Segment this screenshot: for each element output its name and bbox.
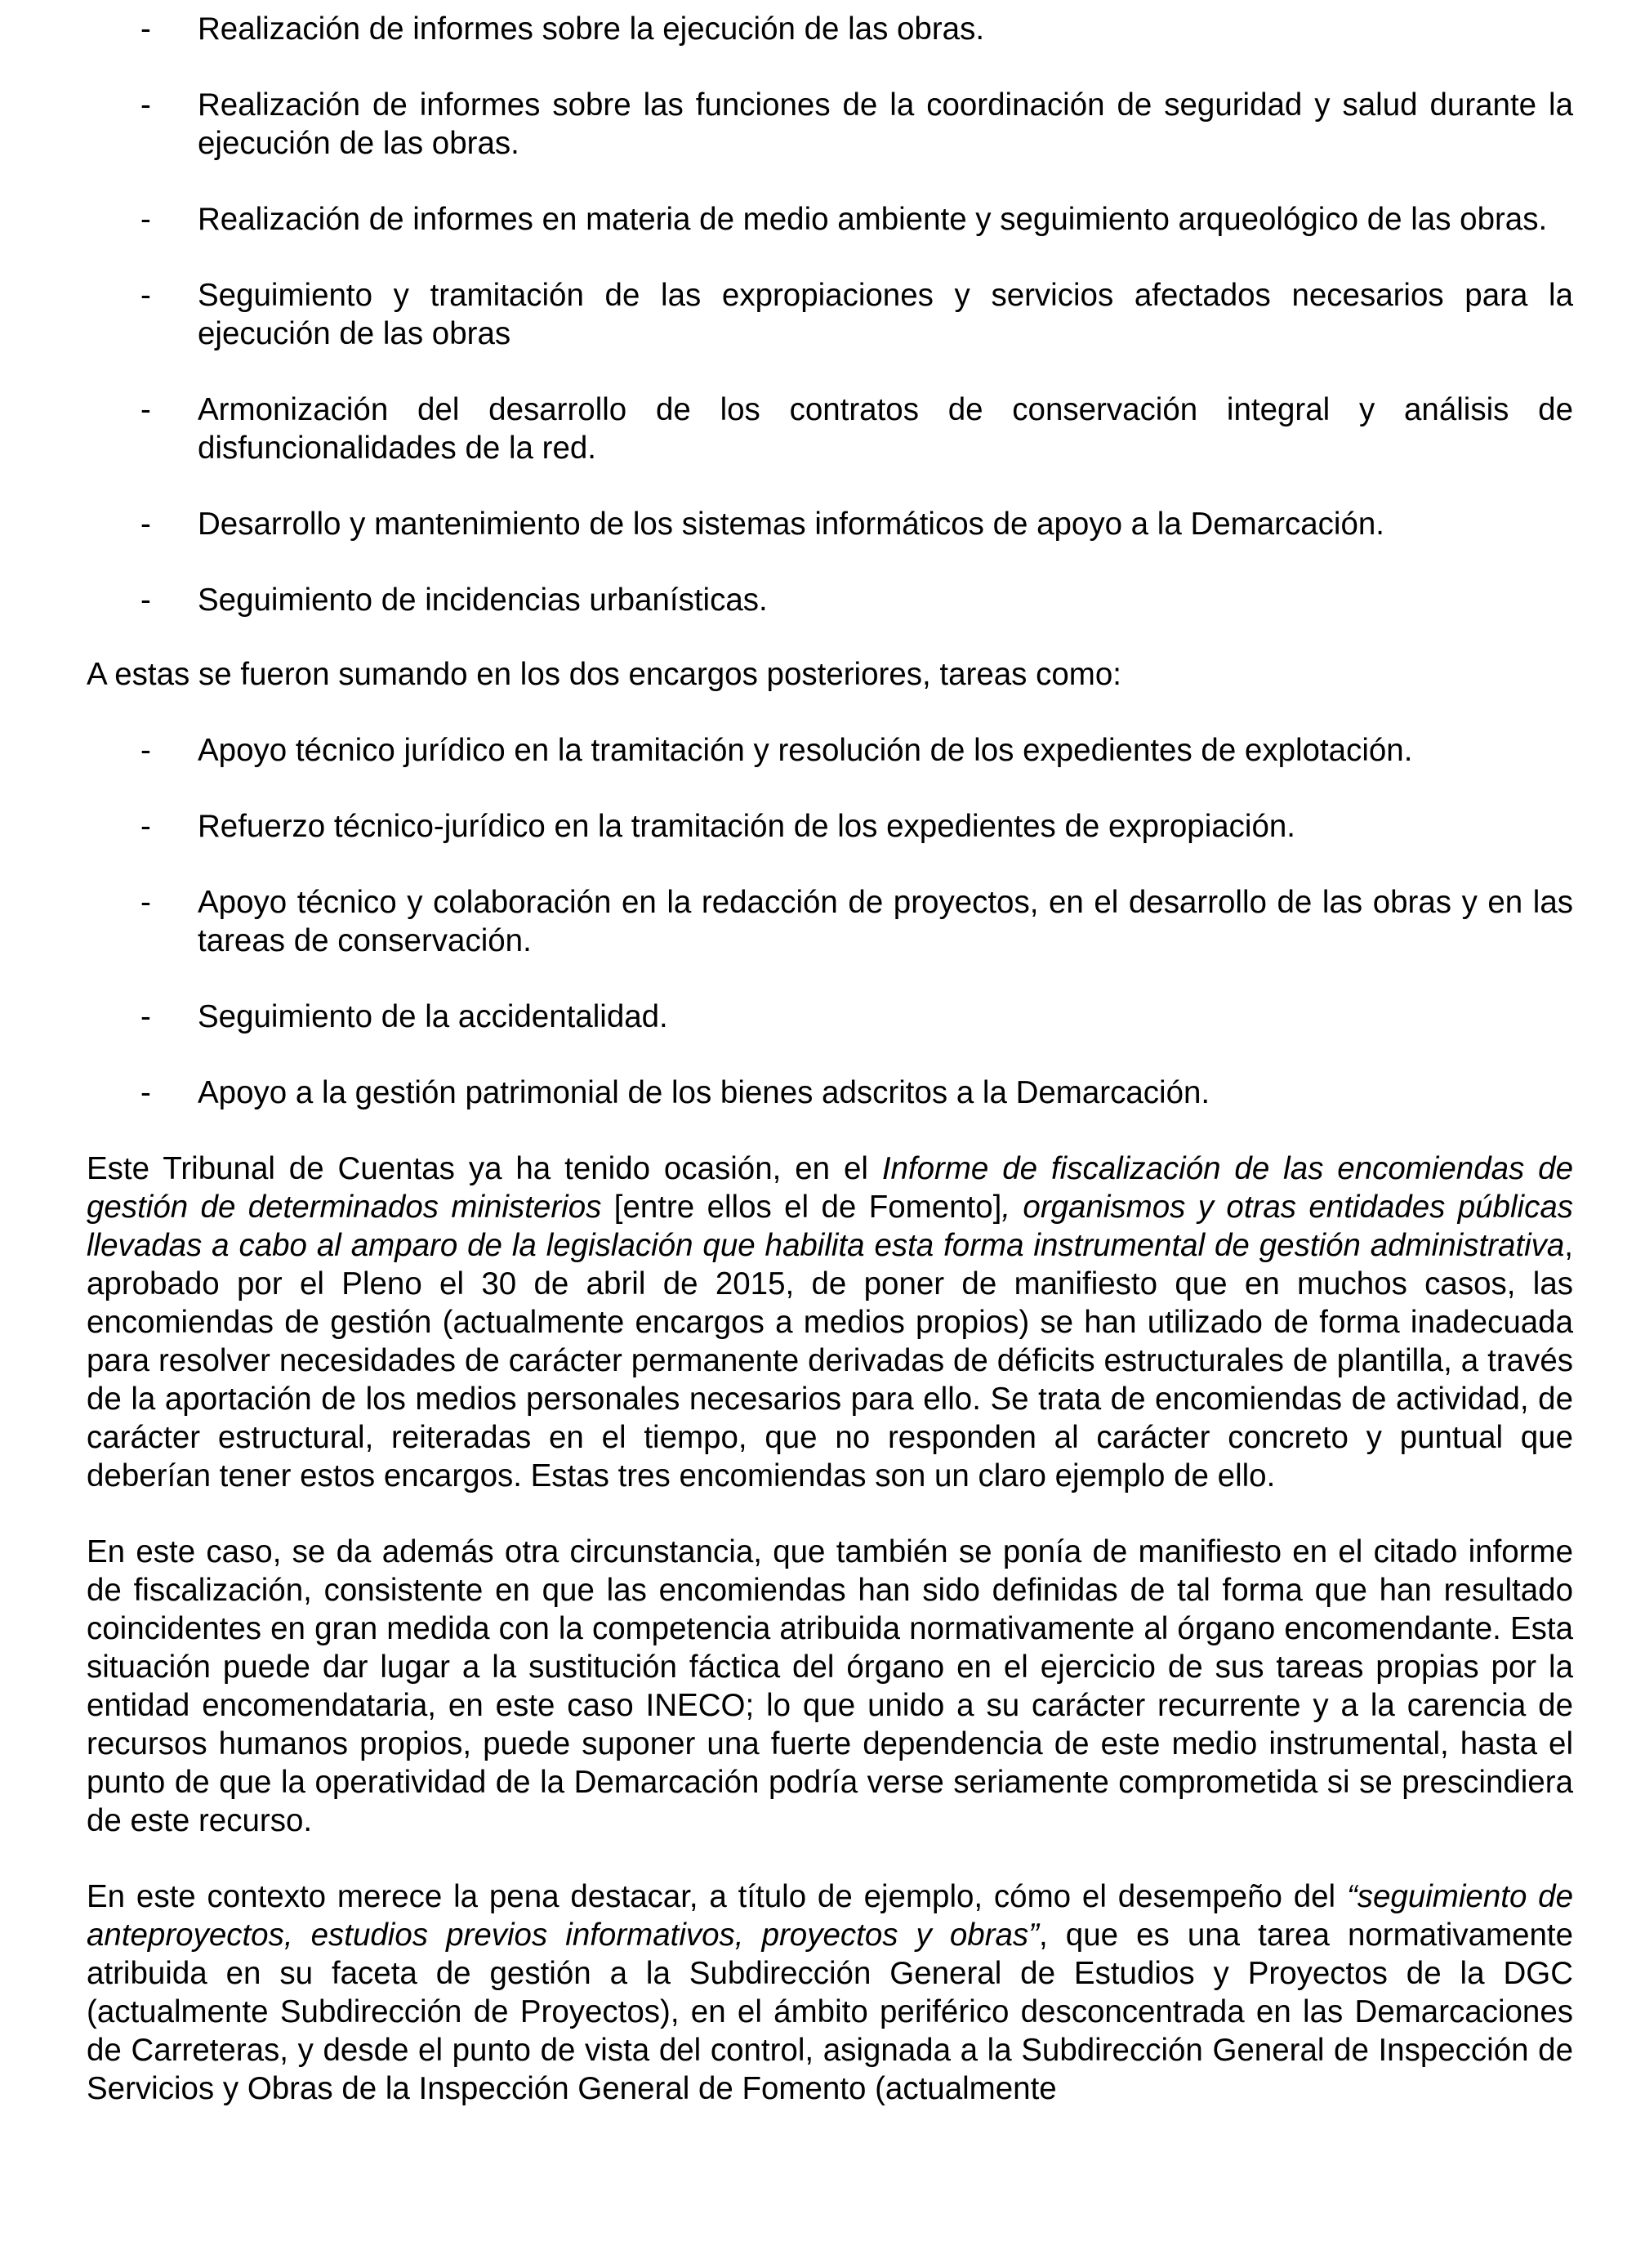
task-list-additional [87,731,1573,1112]
list-item [87,731,1573,770]
list-item-text: Desarrollo y mantenimiento de los sistemas informáticos de apoyo a la Demarcación. [198,507,1384,542]
list-item-text: Seguimiento de incidencias urbanísticas. [198,583,768,618]
list-item-text: Seguimiento y tramitación de las expropiaciones y servicios afectados necesarios para la ejecución de las obras [198,278,1573,351]
paragraph-text: Este Tribunal de Cuentas ya ha tenido ocasión, en el [87,1151,882,1186]
bullet-dash: - [140,507,151,542]
list-item-text: Realización de informes sobre las funciones de la coordinación de seguridad y salud durante la ejecución de las obras. [198,87,1573,161]
report-title-italic: Informe de fiscalización de las encomiendas de gestión de determinados ministerios [87,1151,1574,1225]
list-item-text: Seguimiento de la accidentalidad. [198,999,668,1034]
paragraph-text: [entre ellos el de Fomento] [601,1190,1002,1225]
report-title-italic-continued: , organismos y otras entidades públicas llevadas a cabo al amparo de la legislación que habilita esta forma instrumental de gestión administrativa [87,1190,1573,1263]
list-item-text: Apoyo a la gestión patrimonial de los bienes adscritos a la Demarcación. [198,1075,1210,1110]
bullet-dash: - [140,202,151,237]
paragraph-text: , que es una tarea normativamente atribuida en su faceta de gestión a la Subdirección General de Estudios y Proyectos de la DGC (actualmente Subdirección de Proyectos), en el ámbito periférico desconcentrada en las Demarcaciones de Carreteras, y desde el punto de vista del control, asignada a la Subdirección General de Inspección de Servicios y Obras de la Inspección General de Fomento (actualmente [87,1918,1573,2106]
list-item [87,807,1573,846]
bullet-dash: - [140,1075,151,1110]
bullet-dash: - [140,11,151,47]
bullet-dash: - [140,999,151,1034]
bullet-dash: - [140,87,151,123]
list-item [87,1074,1573,1112]
paragraph-text: En este contexto merece la pena destacar, a título de ejemplo, cómo el desempeño del [87,1879,1347,1914]
task-list-initial [87,10,1573,619]
list-item [87,998,1573,1036]
quoted-task-italic: “seguimiento de anteproyectos, estudios previos informativos, proyectos y obras” [87,1879,1574,1953]
list-item [87,200,1573,239]
bullet-dash: - [140,392,151,427]
list-item [87,391,1573,467]
list-item-text: Refuerzo técnico-jurídico en la tramitación de los expedientes de expropiación. [198,809,1295,844]
paragraph-circumstance: En este caso, se da además otra circunstancia, que también se ponía de manifiesto en el citado informe de fiscalización, consistente en que las encomiendas han sido definidas de tal forma que han resultado coincidentes en gran medida con la competencia atribuida normativamente al órgano encomendante. Esta situación puede dar lugar a la sustitución fáctica del órgano en el ejercicio de sus tareas propias por la entidad encomendataria, en este caso INECO; lo que unido a su carácter recurrente y a la carencia de recursos humanos propios, puede suponer una fuerte dependencia de este medio instrumental, hasta el punto de que la operatividad de la Demarcación podría verse seriamente comprometida si se prescindiera de este recurso. [87,1534,1573,1838]
list-item-text: Realización de informes sobre la ejecución de las obras. [198,11,985,47]
bullet-dash: - [140,278,151,313]
list-item-text: Realización de informes en materia de medio ambiente y seguimiento arqueológico de las obras. [198,202,1548,237]
bullet-dash: - [140,885,151,920]
paragraph-tribunal-report [87,1150,1573,1495]
intro-paragraph: A estas se fueron sumando en los dos encargos posteriores, tareas como: [87,657,1121,692]
list-item [87,10,1573,48]
paragraph-context [87,1877,1573,2108]
list-item [87,86,1573,163]
list-item [87,883,1573,960]
bullet-dash: - [140,809,151,844]
list-item [87,581,1573,619]
document-page [87,10,1573,2145]
list-item-text: Armonización del desarrollo de los contratos de conservación integral y análisis de disfuncionalidades de la red. [198,392,1573,466]
list-item-text: Apoyo técnico jurídico en la tramitación y resolución de los expedientes de explotación. [198,733,1413,768]
list-item [87,505,1573,543]
list-item [87,276,1573,353]
paragraph-text: , aprobado por el Pleno el 30 de abril de 2015, de poner de manifiesto que en muchos casos, las encomiendas de gestión (actualmente encargos a medios propios) se han utilizado de forma inadecuada para resolver necesidades de carácter permanente derivadas de déficits estructurales de plantilla, a través de la aportación de los medios personales necesarios para ello. Se trata de encomiendas de actividad, de carácter estructural, reiteradas en el tiempo, que no responden al carácter concreto y puntual que deberían tener estos encargos. Estas tres encomiendas son un claro ejemplo de ello. [87,1228,1573,1493]
bullet-dash: - [140,733,151,768]
list-item-text: Apoyo técnico y colaboración en la redacción de proyectos, en el desarrollo de las obras y en las tareas de conservación. [198,885,1573,958]
bullet-dash: - [140,583,151,618]
